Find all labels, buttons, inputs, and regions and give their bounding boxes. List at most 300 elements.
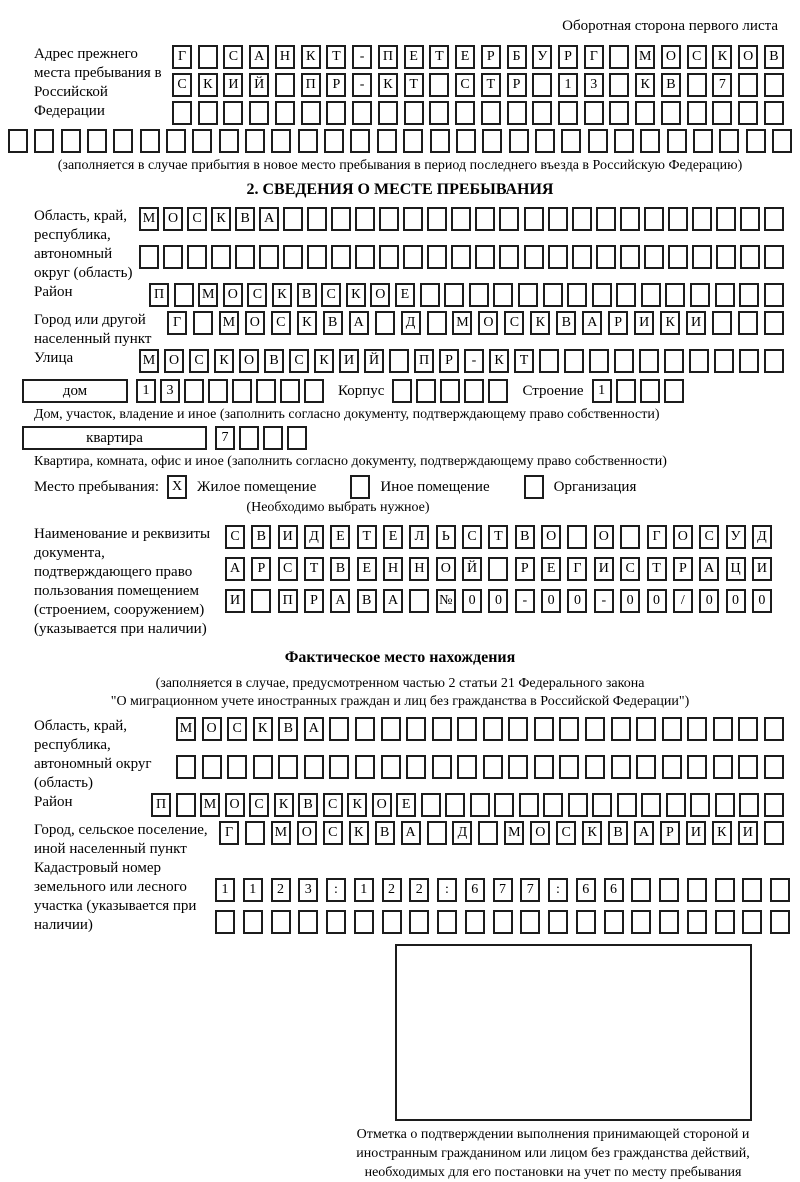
char-cell[interactable]: 1 [354, 878, 374, 902]
char-cell[interactable]: М [635, 45, 655, 69]
char-cell[interactable] [662, 755, 682, 779]
char-cell[interactable] [561, 129, 581, 153]
char-cell[interactable] [8, 129, 28, 153]
char-cell[interactable] [712, 101, 732, 125]
char-cell[interactable] [659, 910, 679, 934]
char-cell[interactable] [355, 755, 375, 779]
char-cell[interactable] [596, 245, 616, 269]
char-cell[interactable]: / [673, 589, 693, 613]
char-cell[interactable]: О [163, 207, 183, 231]
char-cell[interactable]: С [620, 557, 640, 581]
char-cell[interactable] [139, 245, 159, 269]
char-cell[interactable] [588, 129, 608, 153]
char-cell[interactable]: В [330, 557, 350, 581]
char-cell[interactable] [355, 717, 375, 741]
char-cell[interactable] [611, 755, 631, 779]
char-cell[interactable]: С [189, 349, 209, 373]
char-cell[interactable] [427, 821, 447, 845]
char-cell[interactable] [389, 349, 409, 373]
char-cell[interactable] [585, 755, 605, 779]
char-cell[interactable]: 1 [592, 379, 612, 403]
char-cell[interactable] [421, 793, 441, 817]
char-cell[interactable]: С [687, 45, 707, 69]
char-cell[interactable]: Р [673, 557, 693, 581]
char-cell[interactable]: О [202, 717, 222, 741]
char-cell[interactable]: С [278, 557, 298, 581]
char-cell[interactable] [738, 311, 758, 335]
char-cell[interactable]: 2 [271, 878, 291, 902]
char-cell[interactable]: Д [452, 821, 472, 845]
char-cell[interactable] [738, 73, 758, 97]
char-cell[interactable] [331, 207, 351, 231]
char-cell[interactable]: В [515, 525, 535, 549]
char-cell[interactable] [668, 207, 688, 231]
char-cell[interactable] [558, 101, 578, 125]
char-cell[interactable] [172, 101, 192, 125]
char-cell[interactable]: П [278, 589, 298, 613]
char-cell[interactable] [354, 910, 374, 934]
char-cell[interactable]: Е [395, 283, 415, 307]
char-cell[interactable]: Д [304, 525, 324, 549]
char-cell[interactable]: А [259, 207, 279, 231]
char-cell[interactable] [548, 910, 568, 934]
char-cell[interactable]: В [556, 311, 576, 335]
char-cell[interactable] [635, 101, 655, 125]
char-cell[interactable] [609, 73, 629, 97]
char-cell[interactable]: Е [383, 525, 403, 549]
char-cell[interactable] [764, 717, 784, 741]
char-cell[interactable] [329, 755, 349, 779]
char-cell[interactable] [208, 379, 228, 403]
char-cell[interactable]: Р [326, 73, 346, 97]
char-cell[interactable] [427, 311, 447, 335]
char-cell[interactable] [478, 821, 498, 845]
char-cell[interactable]: В [375, 821, 395, 845]
char-cell[interactable] [223, 101, 243, 125]
char-cell[interactable] [740, 207, 760, 231]
char-cell[interactable] [113, 129, 133, 153]
char-cell[interactable] [87, 129, 107, 153]
char-cell[interactable] [377, 129, 397, 153]
char-cell[interactable]: Г [172, 45, 192, 69]
char-cell[interactable] [219, 129, 239, 153]
char-cell[interactable] [567, 283, 587, 307]
char-cell[interactable] [543, 283, 563, 307]
char-cell[interactable] [532, 101, 552, 125]
char-cell[interactable] [457, 755, 477, 779]
char-cell[interactable]: : [437, 878, 457, 902]
char-cell[interactable] [475, 207, 495, 231]
char-cell[interactable] [494, 793, 514, 817]
char-cell[interactable]: А [582, 311, 602, 335]
char-cell[interactable] [249, 101, 269, 125]
char-cell[interactable]: М [198, 283, 218, 307]
char-cell[interactable] [738, 717, 758, 741]
char-cell[interactable]: С [455, 73, 475, 97]
char-cell[interactable]: Ь [436, 525, 456, 549]
char-cell[interactable] [243, 910, 263, 934]
char-cell[interactable]: Л [409, 525, 429, 549]
char-cell[interactable] [693, 129, 713, 153]
char-cell[interactable]: И [738, 821, 758, 845]
char-cell[interactable] [437, 910, 457, 934]
char-cell[interactable]: Ц [726, 557, 746, 581]
char-cell[interactable]: С [699, 525, 719, 549]
char-cell[interactable]: 3 [298, 878, 318, 902]
char-cell[interactable] [644, 245, 664, 269]
char-cell[interactable] [427, 245, 447, 269]
char-cell[interactable] [483, 717, 503, 741]
char-cell[interactable] [661, 101, 681, 125]
char-cell[interactable] [548, 245, 568, 269]
char-cell[interactable] [176, 793, 196, 817]
char-cell[interactable] [738, 755, 758, 779]
char-cell[interactable]: Г [647, 525, 667, 549]
char-cell[interactable] [166, 129, 186, 153]
char-cell[interactable]: - [352, 45, 372, 69]
char-cell[interactable]: О [372, 793, 392, 817]
char-cell[interactable] [609, 45, 629, 69]
char-cell[interactable] [193, 311, 213, 335]
char-cell[interactable] [355, 245, 375, 269]
char-cell[interactable]: С [556, 821, 576, 845]
char-cell[interactable]: Р [304, 589, 324, 613]
char-cell[interactable]: Р [558, 45, 578, 69]
char-cell[interactable] [640, 379, 660, 403]
char-cell[interactable] [719, 129, 739, 153]
char-cell[interactable]: О [436, 557, 456, 581]
char-cell[interactable] [409, 910, 429, 934]
char-cell[interactable] [738, 101, 758, 125]
char-cell[interactable] [275, 73, 295, 97]
char-cell[interactable] [493, 283, 513, 307]
char-cell[interactable] [641, 283, 661, 307]
char-cell[interactable]: С [271, 311, 291, 335]
char-cell[interactable]: М [139, 207, 159, 231]
char-cell[interactable]: К [347, 793, 367, 817]
char-cell[interactable]: И [686, 311, 706, 335]
char-cell[interactable] [483, 755, 503, 779]
char-cell[interactable] [509, 129, 529, 153]
char-cell[interactable] [712, 311, 732, 335]
stay-type-checkbox-other-premises[interactable] [350, 475, 370, 499]
char-cell[interactable]: - [594, 589, 614, 613]
char-cell[interactable]: И [223, 73, 243, 97]
char-cell[interactable]: Е [404, 45, 424, 69]
char-cell[interactable] [198, 45, 218, 69]
char-cell[interactable]: П [151, 793, 171, 817]
char-cell[interactable] [403, 207, 423, 231]
char-cell[interactable]: С [249, 793, 269, 817]
char-cell[interactable]: 0 [726, 589, 746, 613]
char-cell[interactable]: 7 [215, 426, 235, 450]
char-cell[interactable] [746, 129, 766, 153]
char-cell[interactable]: И [594, 557, 614, 581]
char-cell[interactable]: В [764, 45, 784, 69]
char-cell[interactable] [524, 207, 544, 231]
char-cell[interactable]: К [378, 73, 398, 97]
char-cell[interactable] [596, 207, 616, 231]
char-cell[interactable] [644, 207, 664, 231]
char-cell[interactable]: О [297, 821, 317, 845]
char-cell[interactable] [584, 101, 604, 125]
char-cell[interactable]: П [378, 45, 398, 69]
char-cell[interactable] [534, 755, 554, 779]
char-cell[interactable] [664, 379, 684, 403]
char-cell[interactable] [457, 717, 477, 741]
char-cell[interactable]: В [235, 207, 255, 231]
char-cell[interactable] [469, 283, 489, 307]
char-cell[interactable]: Т [404, 73, 424, 97]
char-cell[interactable]: 2 [382, 878, 402, 902]
char-cell[interactable]: В [608, 821, 628, 845]
char-cell[interactable] [770, 878, 790, 902]
char-cell[interactable] [715, 793, 735, 817]
char-cell[interactable]: К [349, 821, 369, 845]
char-cell[interactable] [429, 73, 449, 97]
char-cell[interactable] [202, 755, 222, 779]
stay-type-checkbox-residential[interactable]: X [167, 475, 187, 499]
char-cell[interactable]: 2 [409, 878, 429, 902]
char-cell[interactable] [429, 101, 449, 125]
char-cell[interactable] [192, 129, 212, 153]
char-cell[interactable]: Т [488, 525, 508, 549]
char-cell[interactable] [534, 717, 554, 741]
char-cell[interactable]: С [321, 283, 341, 307]
char-cell[interactable]: В [278, 717, 298, 741]
char-cell[interactable] [488, 379, 508, 403]
char-cell[interactable] [713, 717, 733, 741]
char-cell[interactable] [764, 245, 784, 269]
char-cell[interactable]: Р [515, 557, 535, 581]
char-cell[interactable]: 1 [558, 73, 578, 97]
char-cell[interactable] [589, 349, 609, 373]
char-cell[interactable] [636, 755, 656, 779]
char-cell[interactable]: 3 [584, 73, 604, 97]
char-cell[interactable] [324, 129, 344, 153]
char-cell[interactable] [352, 101, 372, 125]
char-cell[interactable] [481, 101, 501, 125]
char-cell[interactable]: К [635, 73, 655, 97]
char-cell[interactable] [772, 129, 792, 153]
char-cell[interactable]: О [594, 525, 614, 549]
char-cell[interactable]: М [452, 311, 472, 335]
char-cell[interactable] [592, 793, 612, 817]
char-cell[interactable]: М [271, 821, 291, 845]
char-cell[interactable] [379, 207, 399, 231]
char-cell[interactable]: А [699, 557, 719, 581]
char-cell[interactable] [687, 910, 707, 934]
char-cell[interactable] [614, 129, 634, 153]
char-cell[interactable]: Г [584, 45, 604, 69]
char-cell[interactable] [689, 349, 709, 373]
char-cell[interactable] [251, 589, 271, 613]
char-cell[interactable] [61, 129, 81, 153]
char-cell[interactable] [687, 878, 707, 902]
char-cell[interactable] [564, 349, 584, 373]
char-cell[interactable]: М [504, 821, 524, 845]
char-cell[interactable]: Е [330, 525, 350, 549]
char-cell[interactable] [692, 207, 712, 231]
char-cell[interactable] [715, 910, 735, 934]
char-cell[interactable] [355, 207, 375, 231]
char-cell[interactable] [664, 349, 684, 373]
char-cell[interactable] [713, 755, 733, 779]
char-cell[interactable]: И [339, 349, 359, 373]
char-cell[interactable]: 0 [620, 589, 640, 613]
char-cell[interactable]: В [661, 73, 681, 97]
char-cell[interactable] [271, 129, 291, 153]
char-cell[interactable] [604, 910, 624, 934]
char-cell[interactable] [211, 245, 231, 269]
char-cell[interactable] [34, 129, 54, 153]
char-cell[interactable] [287, 426, 307, 450]
char-cell[interactable]: И [752, 557, 772, 581]
char-cell[interactable]: О [239, 349, 259, 373]
char-cell[interactable] [620, 207, 640, 231]
char-cell[interactable] [636, 717, 656, 741]
char-cell[interactable]: О [245, 311, 265, 335]
char-cell[interactable] [259, 245, 279, 269]
char-cell[interactable] [524, 245, 544, 269]
char-cell[interactable]: А [401, 821, 421, 845]
char-cell[interactable]: О [478, 311, 498, 335]
char-cell[interactable]: К [530, 311, 550, 335]
char-cell[interactable]: Р [507, 73, 527, 97]
char-cell[interactable] [609, 101, 629, 125]
char-cell[interactable] [740, 245, 760, 269]
char-cell[interactable]: Т [481, 73, 501, 97]
char-cell[interactable] [409, 589, 429, 613]
char-cell[interactable] [307, 207, 327, 231]
char-cell[interactable] [381, 755, 401, 779]
char-cell[interactable]: О [661, 45, 681, 69]
char-cell[interactable]: Д [401, 311, 421, 335]
char-cell[interactable] [665, 283, 685, 307]
char-cell[interactable] [687, 73, 707, 97]
char-cell[interactable]: : [326, 878, 346, 902]
char-cell[interactable] [507, 101, 527, 125]
char-cell[interactable]: И [686, 821, 706, 845]
char-cell[interactable]: - [515, 589, 535, 613]
char-cell[interactable] [378, 101, 398, 125]
char-cell[interactable] [163, 245, 183, 269]
char-cell[interactable]: Е [541, 557, 561, 581]
char-cell[interactable]: В [298, 793, 318, 817]
char-cell[interactable] [283, 245, 303, 269]
char-cell[interactable]: Й [462, 557, 482, 581]
char-cell[interactable] [764, 821, 784, 845]
char-cell[interactable] [631, 910, 651, 934]
char-cell[interactable] [572, 245, 592, 269]
char-cell[interactable] [662, 717, 682, 741]
char-cell[interactable] [475, 245, 495, 269]
char-cell[interactable]: Г [567, 557, 587, 581]
char-cell[interactable] [499, 207, 519, 231]
char-cell[interactable] [432, 717, 452, 741]
char-cell[interactable]: Р [660, 821, 680, 845]
char-cell[interactable]: Т [326, 45, 346, 69]
char-cell[interactable]: К [253, 717, 273, 741]
char-cell[interactable] [331, 245, 351, 269]
char-cell[interactable]: 0 [462, 589, 482, 613]
stay-type-checkbox-organization[interactable] [524, 475, 544, 499]
char-cell[interactable] [620, 525, 640, 549]
char-cell[interactable] [245, 821, 265, 845]
char-cell[interactable]: Е [455, 45, 475, 69]
char-cell[interactable] [198, 101, 218, 125]
char-cell[interactable]: А [249, 45, 269, 69]
char-cell[interactable]: В [264, 349, 284, 373]
char-cell[interactable] [667, 129, 687, 153]
char-cell[interactable]: О [541, 525, 561, 549]
char-cell[interactable] [381, 717, 401, 741]
char-cell[interactable] [451, 245, 471, 269]
char-cell[interactable]: 1 [215, 878, 235, 902]
char-cell[interactable]: О [225, 793, 245, 817]
char-cell[interactable] [508, 717, 528, 741]
char-cell[interactable] [631, 878, 651, 902]
char-cell[interactable]: К [346, 283, 366, 307]
char-cell[interactable]: 7 [520, 878, 540, 902]
char-cell[interactable] [298, 129, 318, 153]
char-cell[interactable]: К [712, 821, 732, 845]
char-cell[interactable]: 7 [712, 73, 732, 97]
char-cell[interactable]: С [247, 283, 267, 307]
char-cell[interactable] [668, 245, 688, 269]
char-cell[interactable] [403, 129, 423, 153]
char-cell[interactable]: Н [383, 557, 403, 581]
char-cell[interactable] [375, 311, 395, 335]
char-cell[interactable] [215, 910, 235, 934]
char-cell[interactable]: Г [219, 821, 239, 845]
char-cell[interactable]: А [634, 821, 654, 845]
char-cell[interactable]: В [357, 589, 377, 613]
char-cell[interactable] [304, 379, 324, 403]
char-cell[interactable]: Й [249, 73, 269, 97]
char-cell[interactable] [508, 755, 528, 779]
char-cell[interactable] [535, 129, 555, 153]
char-cell[interactable]: О [738, 45, 758, 69]
char-cell[interactable] [245, 129, 265, 153]
char-cell[interactable]: 3 [160, 379, 180, 403]
char-cell[interactable]: 7 [493, 878, 513, 902]
char-cell[interactable]: О [370, 283, 390, 307]
char-cell[interactable] [641, 793, 661, 817]
char-cell[interactable] [687, 755, 707, 779]
char-cell[interactable]: Е [357, 557, 377, 581]
char-cell[interactable] [253, 755, 273, 779]
char-cell[interactable] [617, 793, 637, 817]
char-cell[interactable] [576, 910, 596, 934]
char-cell[interactable] [275, 101, 295, 125]
char-cell[interactable]: П [149, 283, 169, 307]
char-cell[interactable] [420, 283, 440, 307]
char-cell[interactable]: Б [507, 45, 527, 69]
char-cell[interactable]: - [352, 73, 372, 97]
char-cell[interactable] [666, 793, 686, 817]
char-cell[interactable]: М [200, 793, 220, 817]
char-cell[interactable] [280, 379, 300, 403]
char-cell[interactable] [715, 283, 735, 307]
char-cell[interactable] [379, 245, 399, 269]
char-cell[interactable] [532, 73, 552, 97]
char-cell[interactable] [716, 207, 736, 231]
char-cell[interactable] [470, 793, 490, 817]
char-cell[interactable] [611, 717, 631, 741]
char-cell[interactable] [764, 311, 784, 335]
char-cell[interactable] [235, 245, 255, 269]
